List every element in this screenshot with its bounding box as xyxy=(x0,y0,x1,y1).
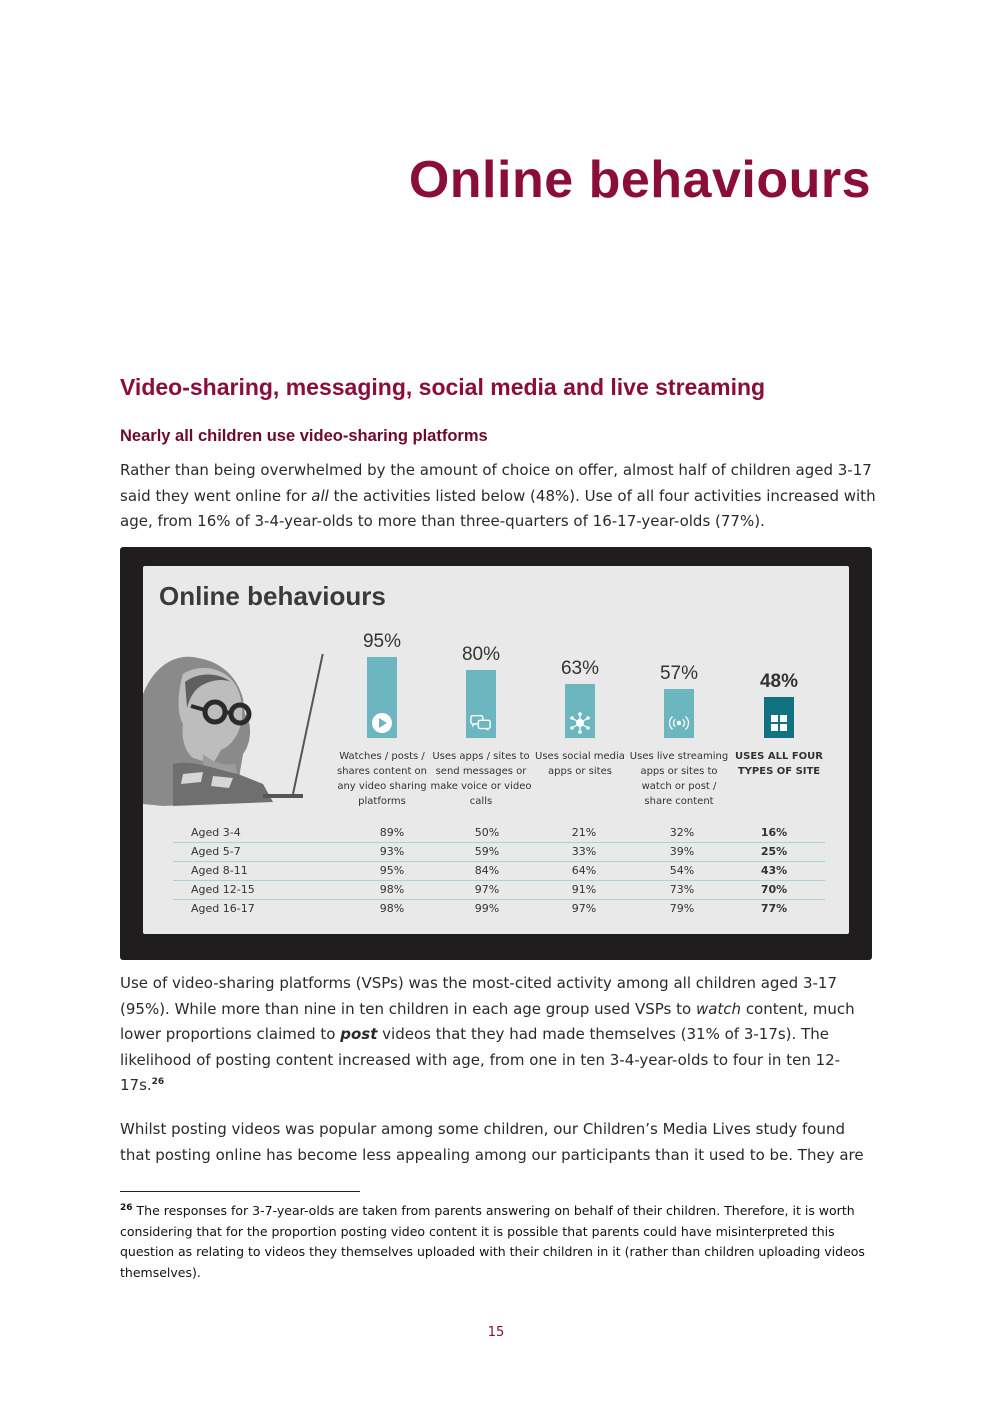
bar-percentage: 57% xyxy=(659,663,699,684)
bar-column xyxy=(431,566,531,816)
table-row xyxy=(173,900,825,918)
vsp-paragraph: Use of video-sharing platforms (VSPs) was the most-cited activity among all children aged 3-17 (95%). While more than nine in ten children in each age group used VSPs to watch content, much lower proportions claimed to post videos that they had made themselves (31% of 3-17s). The likelihood of posting content increased with age, from one in ten 3-4-year-olds to four in ten 12-17s.$^{26}$ xyxy=(120,974,855,1094)
table-cell: 16% xyxy=(760,826,788,839)
table-cell: 77% xyxy=(760,902,788,915)
table-cell: 99% xyxy=(474,902,500,915)
intro-paragraph: Rather than being overwhelmed by the amount of choice on offer, almost half of children aged 3-17 said they went online for all the activities listed below (48%). Use of all four activities increased with age, from 16% of 3-4-year-olds to more than three-quarters of 16-17-year-olds (77%). xyxy=(120,461,876,530)
bar-chart xyxy=(143,566,849,807)
table-cell: 64% xyxy=(571,864,597,877)
bar-label: USES ALL FOUR TYPES OF SITE xyxy=(735,751,823,777)
table-cell: 98% xyxy=(379,902,405,915)
page-number: 15 xyxy=(487,1325,505,1340)
bar xyxy=(664,689,694,738)
age-label: Aged 5-7 xyxy=(191,845,241,858)
footnote-reference[interactable]: 26 xyxy=(151,1077,165,1087)
online-behaviours-infographic xyxy=(120,547,872,960)
page-title: Online behaviours xyxy=(408,151,871,209)
footnote-marker: 26 xyxy=(120,1202,133,1213)
age-label: Aged 8-11 xyxy=(191,864,248,877)
bar-percentage: 48% xyxy=(759,671,799,692)
infographic-panel xyxy=(143,566,849,934)
table-cell: 91% xyxy=(571,883,597,896)
table-row xyxy=(173,862,825,881)
chat-bubbles-icon xyxy=(470,712,492,734)
table-cell: 59% xyxy=(474,845,500,858)
bar xyxy=(466,670,496,738)
bar-column xyxy=(729,566,829,816)
table-cell: 54% xyxy=(669,864,695,877)
network-icon xyxy=(569,712,591,734)
table-row xyxy=(173,824,825,843)
media-lives-paragraph: Whilst posting videos was popular among some children, our Children’s Media Lives study found that posting online has become less appealing among our participants than it used to be. They are xyxy=(120,1120,864,1164)
table-row xyxy=(173,881,825,900)
footnote-divider xyxy=(120,1191,360,1192)
table-cell: 97% xyxy=(474,883,500,896)
table-cell: 50% xyxy=(474,826,500,839)
bar-label: Watches / posts / shares content on any video sharing platforms xyxy=(336,751,428,807)
bar xyxy=(565,684,595,738)
table-cell: 25% xyxy=(760,845,788,858)
section-heading: Video-sharing, messaging, social media and live streaming xyxy=(120,374,766,400)
bar-label: Uses social media apps or sites xyxy=(535,751,625,777)
age-label: Aged 12-15 xyxy=(191,883,255,896)
bar xyxy=(764,697,794,738)
play-icon xyxy=(371,712,393,734)
bar xyxy=(367,657,397,738)
table-cell: 43% xyxy=(760,864,788,877)
table-cell: 70% xyxy=(760,883,788,896)
bar-column xyxy=(530,566,630,816)
bar-label: Uses live streaming apps or sites to watch or post / share content xyxy=(629,751,729,807)
bar-percentage: 95% xyxy=(362,631,402,652)
table-cell: 89% xyxy=(379,826,405,839)
broadcast-icon xyxy=(668,712,690,734)
sub-heading: Nearly all children use video-sharing platforms xyxy=(120,427,488,445)
bar-column xyxy=(332,566,432,816)
age-label: Aged 16-17 xyxy=(191,902,255,915)
bar-label: Uses apps / sites to send messages or make voice or video calls xyxy=(430,751,532,807)
infographic-title: Online behaviours xyxy=(159,581,386,611)
bar-percentage: 80% xyxy=(461,644,501,665)
table-cell: 39% xyxy=(669,845,695,858)
table-cell: 95% xyxy=(379,864,405,877)
table-cell: 97% xyxy=(571,902,597,915)
table-cell: 73% xyxy=(669,883,695,896)
footnote: $^{26}$ The responses for 3-7-year-olds are taken from parents answering on behalf of their children. Therefore, it is worth considering that for the proportion posting video content it is possible that parents could have misinterpreted this question as relating to videos they themselves uploaded with their children in it (rather than children uploading videos themselves). xyxy=(120,1202,865,1280)
table-cell: 33% xyxy=(571,845,597,858)
table-cell: 21% xyxy=(571,826,597,839)
bar-percentage: 63% xyxy=(560,658,600,679)
table-cell: 84% xyxy=(474,864,500,877)
bar-column xyxy=(629,566,729,816)
table-row xyxy=(173,843,825,862)
table-cell: 32% xyxy=(669,826,695,839)
age-label: Aged 3-4 xyxy=(191,826,241,839)
grid-icon xyxy=(768,712,790,734)
table-cell: 93% xyxy=(379,845,405,858)
table-cell: 79% xyxy=(669,902,695,915)
table-cell: 98% xyxy=(379,883,405,896)
